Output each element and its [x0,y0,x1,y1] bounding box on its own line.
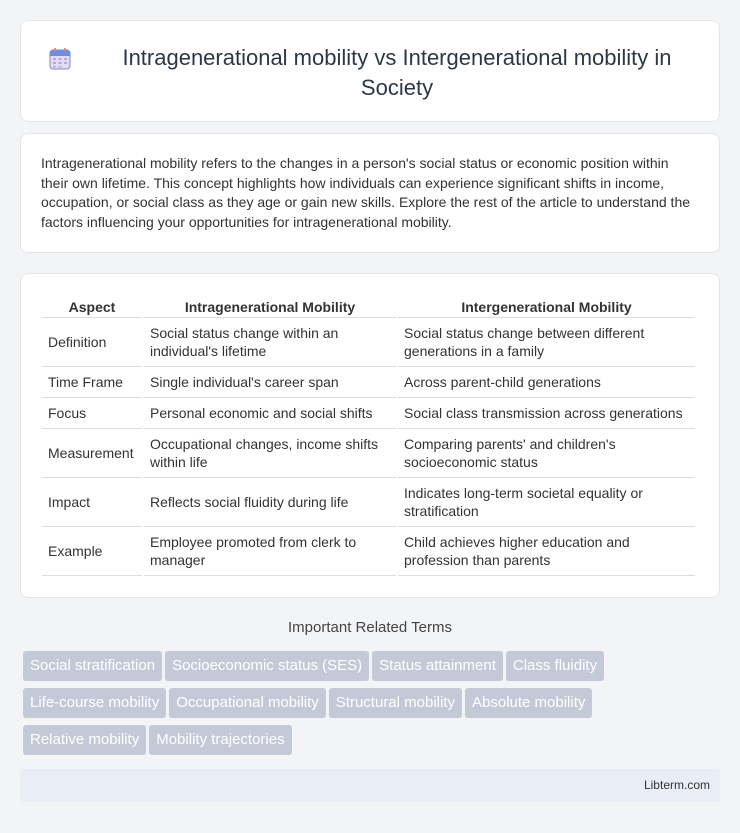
cell-intragenerational: Single individual's career span [144,367,396,398]
related-terms-list [23,651,723,762]
cell-aspect: Definition [42,318,142,367]
cell-intragenerational: Personal economic and social shifts [144,398,396,429]
table-row [42,527,695,576]
cell-aspect: Example [42,527,142,576]
related-term-tag[interactable]: Social stratification [23,651,162,681]
comparison-card [20,273,720,598]
cell-aspect: Time Frame [42,367,142,398]
related-terms-title: Important Related Terms [288,619,452,636]
cell-intergenerational: Social class transmission across generations [398,398,695,429]
column-header: Aspect [42,294,142,318]
column-header: Intragenerational Mobility [144,294,396,318]
intro-card [20,133,720,253]
cell-intergenerational: Across parent-child generations [398,367,695,398]
table-header-row [42,294,695,318]
calendar-icon [48,47,72,71]
table-row [42,318,695,367]
page-title: Intragenerational mobility vs Intergenerational mobility in Society [122,45,672,100]
cell-intergenerational: Comparing parents' and children's socioeconomic status [398,429,695,478]
cell-aspect: Focus [42,398,142,429]
related-term-tag[interactable]: Structural mobility [329,688,462,718]
table-row [42,478,695,527]
related-term-tag[interactable]: Absolute mobility [465,688,592,718]
cell-intergenerational: Indicates long-term societal equality or stratification [398,478,695,527]
comparison-table [40,294,697,576]
table-row [42,429,695,478]
related-term-tag[interactable]: Occupational mobility [169,688,326,718]
cell-intergenerational: Social status change between different generations in a family [398,318,695,367]
cell-aspect: Impact [42,478,142,527]
cell-intragenerational: Occupational changes, income shifts within life [144,429,396,478]
related-term-tag[interactable]: Socioeconomic status (SES) [165,651,369,681]
related-term-tag[interactable]: Mobility trajectories [149,725,291,755]
cell-intragenerational: Social status change within an individual's lifetime [144,318,396,367]
cell-intragenerational: Employee promoted from clerk to manager [144,527,396,576]
related-term-tag[interactable]: Status attainment [372,651,503,681]
column-header: Intergenerational Mobility [398,294,695,318]
related-term-tag[interactable]: Class fluidity [506,651,604,681]
header-card [20,20,720,122]
table-row [42,398,695,429]
footer-site-link[interactable]: Libterm.com [643,778,710,792]
related-term-tag[interactable]: Relative mobility [23,725,146,755]
cell-aspect: Measurement [42,429,142,478]
intro-text: Intragenerational mobility refers to the changes in a person's social status or economic position within their own lifetime. This concept highlights how individuals can experience significant shifts in income, occupation, or social class as they age or gain new skills. Explore the rest of the article to understand the factors influencing your opportunities for intragenerational mobility. [41,155,691,230]
footer [20,769,720,802]
cell-intergenerational: Child achieves higher education and profession than parents [398,527,695,576]
related-term-tag[interactable]: Life-course mobility [23,688,166,718]
cell-intragenerational: Reflects social fluidity during life [144,478,396,527]
table-row [42,367,695,398]
